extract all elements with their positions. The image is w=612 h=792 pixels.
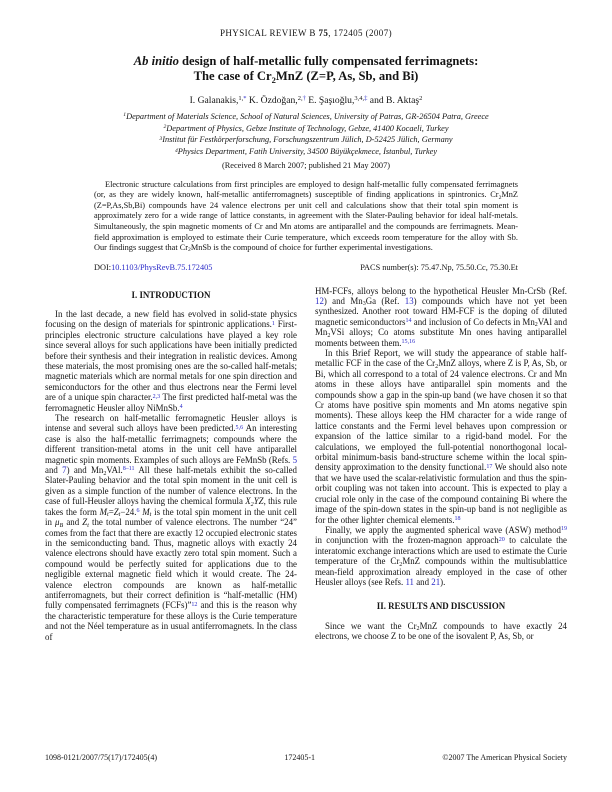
affiliation-2: $^2$Department of Physics, Gebze Institute of Technology, Gebze, 41400 Kocaeli, Turkey	[163, 123, 449, 133]
doi-pacs-line	[94, 263, 518, 272]
paper-title	[45, 54, 567, 85]
citation-link[interactable]: 21	[431, 576, 441, 587]
citation-link[interactable]: 1	[271, 320, 275, 327]
footer-copyright: ©2007 The American Physical Society	[442, 753, 567, 762]
section-heading-introduction: I. INTRODUCTION	[131, 289, 211, 300]
pacs-numbers: PACS number(s): 75.47.Np, 75.50.Cc, 75.30.Et	[360, 262, 518, 272]
citation-link[interactable]: 8–11	[122, 466, 135, 473]
journal-header: PHYSICAL REVIEW B 75, 172405 (2007)	[219, 28, 392, 38]
intro-paragraph-2: The research on half-metallic ferromagnetic Heusler alloys is intense and several such alloys have been predicted.$^{5,6}$ An interesting case is also the half-metallic ferrimagnets; compounds where the different transition-metal atoms in the unit cell have antiparallel magnetic spin moments. Examples of such alloys are FeMnSb (Refs. 5 and 7) and $Mn_2VAl.^{8-11}$ All these half-metals exhibit the so-called Slater-Pauling behavior and the total spin moment in the unit cell is given as a simple function of the number of valence electrons. In the case of full-Heusler alloys having the chemical formula $X_2YZ$, this rule takes the form $M_t=Z_t-24.^6$ $M_t$ is the total spin moment in the unit cell in $\mu_B$ and $Z_t$ the total number of valence electrons. The number “24” comes from the fact that there are exactly 12 occupied electronic states in the semiconducting band. Thus, magnetic alloys with exactly 24 valence electrons should have exactly zero total spin moment. Such a compound would be perfectly suited for applications due to the negligible external magnetic field which it would create. The 24-valence electron compounds are known as half-metallic antiferromagnets, but their correct definition is “half-metallic (HM) fully compensated ferrimagnets (FCFs)”$^{12}$ and this is the reason why the characteristic temperature for these alloys is the Curie temperature and not the Néel temperature as in usual antiferromagnets. In the class of	[45, 413, 297, 642]
citation-link[interactable]: 15,16	[401, 338, 416, 345]
citation-link[interactable]: 7	[62, 465, 67, 476]
affiliation-4: $^4$Physics Department, Fatih University, 34500 Büyükçekmece, İstanbul, Turkey	[174, 147, 438, 157]
left-column	[45, 286, 297, 738]
citation-link[interactable]: 14	[405, 318, 412, 325]
citation-link[interactable]: 18	[454, 515, 461, 522]
received-line: (Received 8 March 2007; published 21 May 2007)	[222, 160, 390, 170]
citation-link[interactable]: *	[243, 94, 247, 102]
footer-issn: 1098-0121/2007/75(17)/172405(4)	[45, 753, 157, 762]
citation-link[interactable]: 11	[405, 576, 414, 587]
footer-page-number: 172405-1	[284, 753, 316, 762]
section-heading-results: II. RESULTS AND DISCUSSION	[376, 601, 506, 612]
paper-title-line-2: The case of $Cr_2MnZ$ (Z=P, As, Sb, and Bi)	[193, 69, 419, 85]
citation-link[interactable]: 19	[560, 526, 567, 533]
citation-link[interactable]: 13	[404, 295, 414, 306]
citation-link[interactable]: 12	[191, 601, 198, 608]
abstract: Electronic structure calculations from first principles are employed to design half-metallic fully compensated ferrimagnets (or, as they are widely known, half-metallic antiferromagnets) susceptible of finding applications in spintronics. $Cr_2MnZ$ (Z=P,As,Sb,Bi) compounds have 24 valence electrons per unit cell and calculations show that their total spin moment is approximately zero for a wide range of lattice constants, in agreement with the Slater-Pauling behavior for ideal half-metals. Simultaneously, the spin magnetic moments of Cr and Mn atoms are antiparallel and the compounds are ferrimagnets. Mean-field approximation is employed to estimate their Curie temperature, which exceeds room temperature for the alloy with Sb. Our findings suggest that $Cr_2MnSb$ is the compound of choice for further experimental investigations.	[94, 179, 518, 254]
citation-link[interactable]: 17	[486, 463, 493, 470]
doi-label: DOI:	[94, 262, 112, 272]
citation-link[interactable]: 5	[292, 454, 297, 465]
citation-link[interactable]: 2,3	[152, 393, 161, 400]
citation-link[interactable]: 4	[179, 403, 183, 410]
page-footer	[45, 753, 567, 762]
body-columns	[45, 286, 567, 738]
citation-link[interactable]: 12	[315, 295, 324, 306]
citation-link[interactable]: 6	[136, 507, 140, 514]
affiliations	[45, 111, 567, 158]
intro-paragraph-4: Finally, we apply the augmented spherical wave (ASW) method$^{19}$ in conjunction with the frozen-magnon approach$^{20}$ to calculate the interatomic exchange interactions which are used to estimate the Curie temperature of the $Cr_2MnZ$ compounds within the multisublattice mean-field approximation already employed in the case of other Heusler alloys (see Refs. 11 and 21).	[315, 524, 567, 587]
citation-link[interactable]: ‡	[364, 94, 368, 102]
citation-link[interactable]: †	[302, 94, 306, 102]
paper-title-line-1: Ab initio design of half-metallic fully compensated ferrimagnets:	[133, 54, 479, 68]
right-column	[315, 286, 567, 738]
affiliation-1: $^1$Department of Materials Science, School of Natural Sciences, University of Patras, GR-26504 Patra, Greece	[123, 111, 489, 121]
intro-paragraph-3: In this Brief Report, we will study the appearance of stable half-metallic FCF in the case of the $Cr_2MnZ$ alloys, where Z is P, As, Sb, or Bi, which all correspond to a total of 24 valence electrons. Cr and Mn atoms in these alloys have antiparallel spin moments and the compounds show a gap in the spin-up band (we have chosen it so that Cr atoms have positive spin moments and Mn atoms negative spin moments). These alloys keep the HM character for a wide range of lattice constants and the Fermi level behaves upon compression or expansion of the lattice similar to a rigid-band model. For the calculations, we employed the full-potential nonorthogonal local-orbital minimum-basis band-structure scheme within the local spin-density approximation to the density functional.$^{17}$ We should also note that we have used the scalar-relativistic formulation and thus the spin-orbit coupling was not taken into account. This is expected to play a crucial role only in the case of the compound containing Bi where the image of the spin-down states in the spin-up band is not negligible as for the other lighter chemical elements.$^{18}$	[315, 348, 567, 525]
citation-link[interactable]: 5,6	[235, 424, 244, 431]
intro-paragraph-1: In the last decade, a new field has evolved in solid-state physics focusing on the design of materials for spintronic applications.$^1$ First-principles electronic structure calculations have played a key role since several alloys for such applications have been initially predicted before their synthesis and their integration in realistic devices. Among these materials, the most promising ones are the so-called half-metals; magnetic materials which are normal metals for one spin direction and semiconductors for the other and thus electrons near the Fermi level are of a unique spin character.$^{2,3}$ The first predicted half-metal was the ferromagnetic Heusler alloy NiMnSb.$^4$	[45, 308, 298, 413]
results-paragraph-1: Since we want the $Cr_2MnZ$ compounds to have exactly 24 electrons, we choose Z to be one of the isovalent P, As, Sb, or	[315, 620, 567, 642]
authors-line: I. Galanakis,$^{1,*}$ K. Özdoğan,$^{2,\dagger}$ E. Şaşıoğlu,$^{3,4,\ddagger}$ and B. Aktaş$^2$	[189, 94, 423, 106]
doi-link[interactable]: 10.1103/PhysRevB.75.172405	[111, 262, 213, 272]
affiliation-3: $^3$Institut für Festkörperforschung, Forschungszentrum Jülich, D-52425 Jülich, Germany	[159, 135, 453, 145]
intro-paragraph-2-continued: HM-FCFs, alloys belong to the hypothetical Heusler Mn-CrSb (Ref. 12) and $Mn_3Ga$ (Ref. 13) compounds which have not yet been synthesized. Another root toward HM-FCF is the doping of diluted magnetic semiconductors$^{14}$ and inclusion of Co defects in $Mn_2VAl$ and $Mn_2VSi$ alloys; Co atoms substitute Mn ones having antiparallel moments between them.$^{15,16}$	[315, 285, 567, 348]
citation-link[interactable]: 20	[498, 536, 505, 543]
